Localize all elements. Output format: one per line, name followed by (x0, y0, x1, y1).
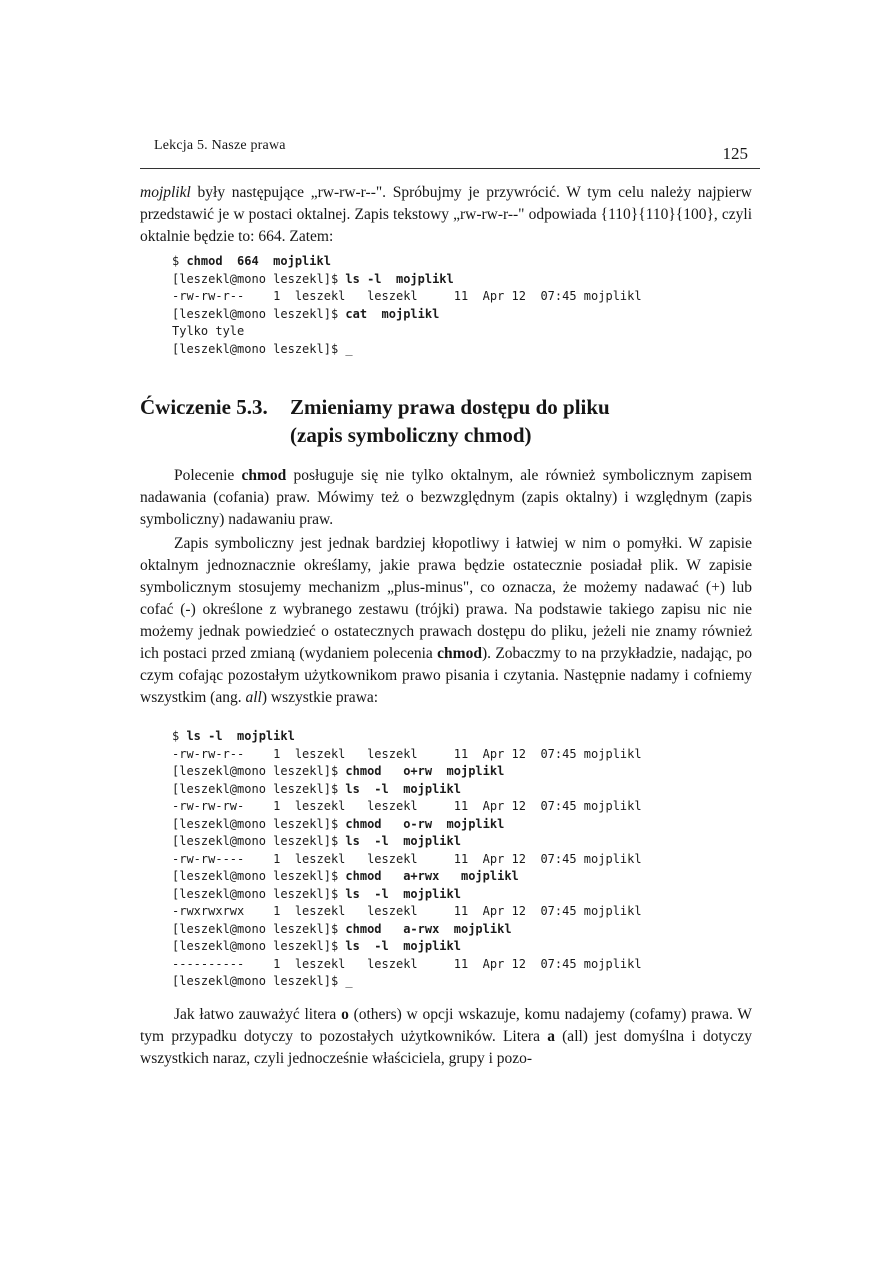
para1-text-1: Polecenie (174, 467, 242, 484)
code-line (172, 921, 642, 939)
code-line (172, 746, 642, 764)
code-line (172, 781, 642, 799)
code-line (172, 306, 642, 324)
code-prompt: [leszekl@mono leszekl]$ (172, 939, 346, 953)
code-command: cat mojplikl (345, 306, 440, 321)
code-line (172, 816, 642, 834)
code-output: -rw-rw-r-- 1 leszekl leszekl 11 Apr 12 07:45 mojplikl (172, 746, 642, 761)
code-line (172, 903, 642, 921)
code-line (172, 271, 642, 289)
code-command: chmod 664 mojplikl (186, 254, 331, 268)
code-output: -rwxrwxrwx 1 leszekl leszekl 11 Apr 12 07:45 mojplikl (172, 904, 642, 918)
code-line (172, 253, 642, 271)
code-line (172, 868, 642, 886)
paragraph-explanation (140, 1004, 752, 1070)
code-prompt: [leszekl@mono leszekl]$ (172, 271, 346, 286)
code-prompt: $ (172, 729, 187, 743)
code-prompt: [leszekl@mono leszekl]$ (172, 974, 346, 988)
code-prompt: [leszekl@mono leszekl]$ (172, 834, 346, 848)
code-command: chmod o-rw mojplikl (345, 816, 505, 831)
code-output: Tylko tyle (172, 324, 245, 338)
page-number: 125 (722, 144, 748, 163)
para2-text-2: ). Zobaczmy to na przykładzie, nadając, po czym cofając pozostałym użytkownikom prawo pisania i czytania. Następnie nadamy i cofniemy wszystkim (ang. (140, 645, 752, 706)
code-line (172, 323, 642, 341)
code-prompt: [leszekl@mono leszekl]$ (172, 869, 346, 883)
paragraph-chmod-intro (140, 465, 752, 531)
code-command: ls -l mojplikl (345, 939, 461, 953)
para2-text-1: Zapis symboliczny jest jednak bardziej kłopotliwy i łatwiej w nim o pomyłki. W zapisie oktalnym jednoznacznie określamy, jakie prawa będzie ostatecznie posiadał plik. W zapisie symbolicznym stosujemy mechanizm „plus-minus", co oznacza, że możemy nadawać (+) lub cofać (-) określone z wybranego zestawu (trójki) prawa. Na podstawie takiego zapisu nic nie możemy jednak powiedzieć o ostatecznych prawach dostępu do pliku, jeżeli nie znamy również ich postaci przed zmianą (wydaniem polecenia (140, 535, 752, 662)
code-output: _ (345, 341, 353, 356)
code-command: chmod o+rw mojplikl (345, 764, 505, 778)
intro-text: były następujące „rw-rw-r--". Spróbujmy je przywrócić. W tym celu należy najpierw przedstawić je w postaci oktalnej. Zapis tekstowy „rw-rw-r--" odpowiada {110}{110}{100}, czyli oktalnie będzie to: 664. Zatem: (140, 184, 752, 245)
code-prompt: [leszekl@mono leszekl]$ (172, 921, 346, 936)
para3-text-2: (others) w opcji wskazuje, komu nadajemy (cofamy) prawa. W tym przypadku dotyczy to pozostałych użytkowników. Litera (140, 1006, 752, 1045)
exercise-number: Ćwiczenie 5.3. (140, 395, 268, 419)
code-line (172, 973, 642, 991)
exercise-title-line-1: Zmieniamy prawa dostępu do pliku (290, 395, 610, 419)
code-line (172, 288, 642, 306)
code-command: ls -l mojplikl (186, 729, 295, 743)
file-name-italic: mojplikl (140, 184, 191, 201)
code-line (172, 798, 642, 816)
code-command: ls -l mojplikl (345, 271, 454, 286)
chmod-term: chmod (241, 467, 287, 484)
letter-a-term: a (547, 1028, 555, 1045)
chmod-term: chmod (437, 645, 482, 662)
intro-paragraph (140, 182, 752, 248)
code-line (172, 956, 642, 974)
para1-text-2: posługuje się nie tylko oktalnym, ale również symbolicznym zapisem nadawania (cofania) praw. Mówimy też o bezwzględnym (zapis oktalny) i względnym (zapis symboliczny) nadawaniu praw. (140, 467, 752, 528)
code-prompt: [leszekl@mono leszekl]$ (172, 781, 346, 796)
code-output: -rw-rw-r-- 1 leszekl leszekl 11 Apr 12 07:45 mojplikl (172, 289, 642, 303)
letter-o-term: o (341, 1006, 349, 1023)
chapter-title: Lekcja 5. Nasze prawa (154, 138, 286, 153)
code-prompt: [leszekl@mono leszekl]$ (172, 306, 346, 321)
code-listing-1 (172, 253, 642, 358)
code-output: -rw-rw---- 1 leszekl leszekl 11 Apr 12 07:45 mojplikl (172, 851, 642, 866)
exercise-title-line-2: (zapis symboliczny chmod) (290, 423, 532, 447)
code-prompt: $ (172, 254, 187, 268)
code-command: ls -l mojplikl (345, 781, 461, 796)
code-line (172, 886, 642, 904)
code-line (172, 938, 642, 956)
para2-text-3: ) wszystkie prawa: (261, 689, 379, 706)
code-output: ---------- 1 leszekl leszekl 11 Apr 12 07:45 mojplikl (172, 956, 642, 971)
code-command: ls -l mojplikl (345, 834, 461, 848)
para3-text-1: Jak łatwo zauważyć litera (174, 1006, 342, 1023)
para3-text-3: (all) jest domyślna i dotyczy wszystkich naraz, czyli jednocześnie właściciela, grupy i pozo- (140, 1028, 752, 1067)
code-command: chmod a-rwx mojplikl (345, 921, 512, 936)
code-prompt: [leszekl@mono leszekl]$ (172, 764, 346, 778)
code-output: -rw-rw-rw- 1 leszekl leszekl 11 Apr 12 07:45 mojplikl (172, 799, 642, 813)
all-term: all (245, 689, 262, 706)
code-line (172, 833, 642, 851)
code-prompt: [leszekl@mono leszekl]$ (172, 341, 346, 356)
paragraph-symbolic-notation (140, 533, 752, 709)
code-line (172, 341, 642, 359)
code-line (172, 763, 642, 781)
code-line (172, 728, 642, 746)
code-command: chmod a+rwx mojplikl (345, 869, 519, 883)
code-line (172, 851, 642, 869)
running-head (140, 136, 760, 169)
code-prompt: [leszekl@mono leszekl]$ (172, 886, 346, 901)
code-command: ls -l mojplikl (345, 886, 461, 901)
code-listing-2 (172, 728, 642, 991)
code-output: _ (345, 974, 353, 988)
code-prompt: [leszekl@mono leszekl]$ (172, 816, 346, 831)
